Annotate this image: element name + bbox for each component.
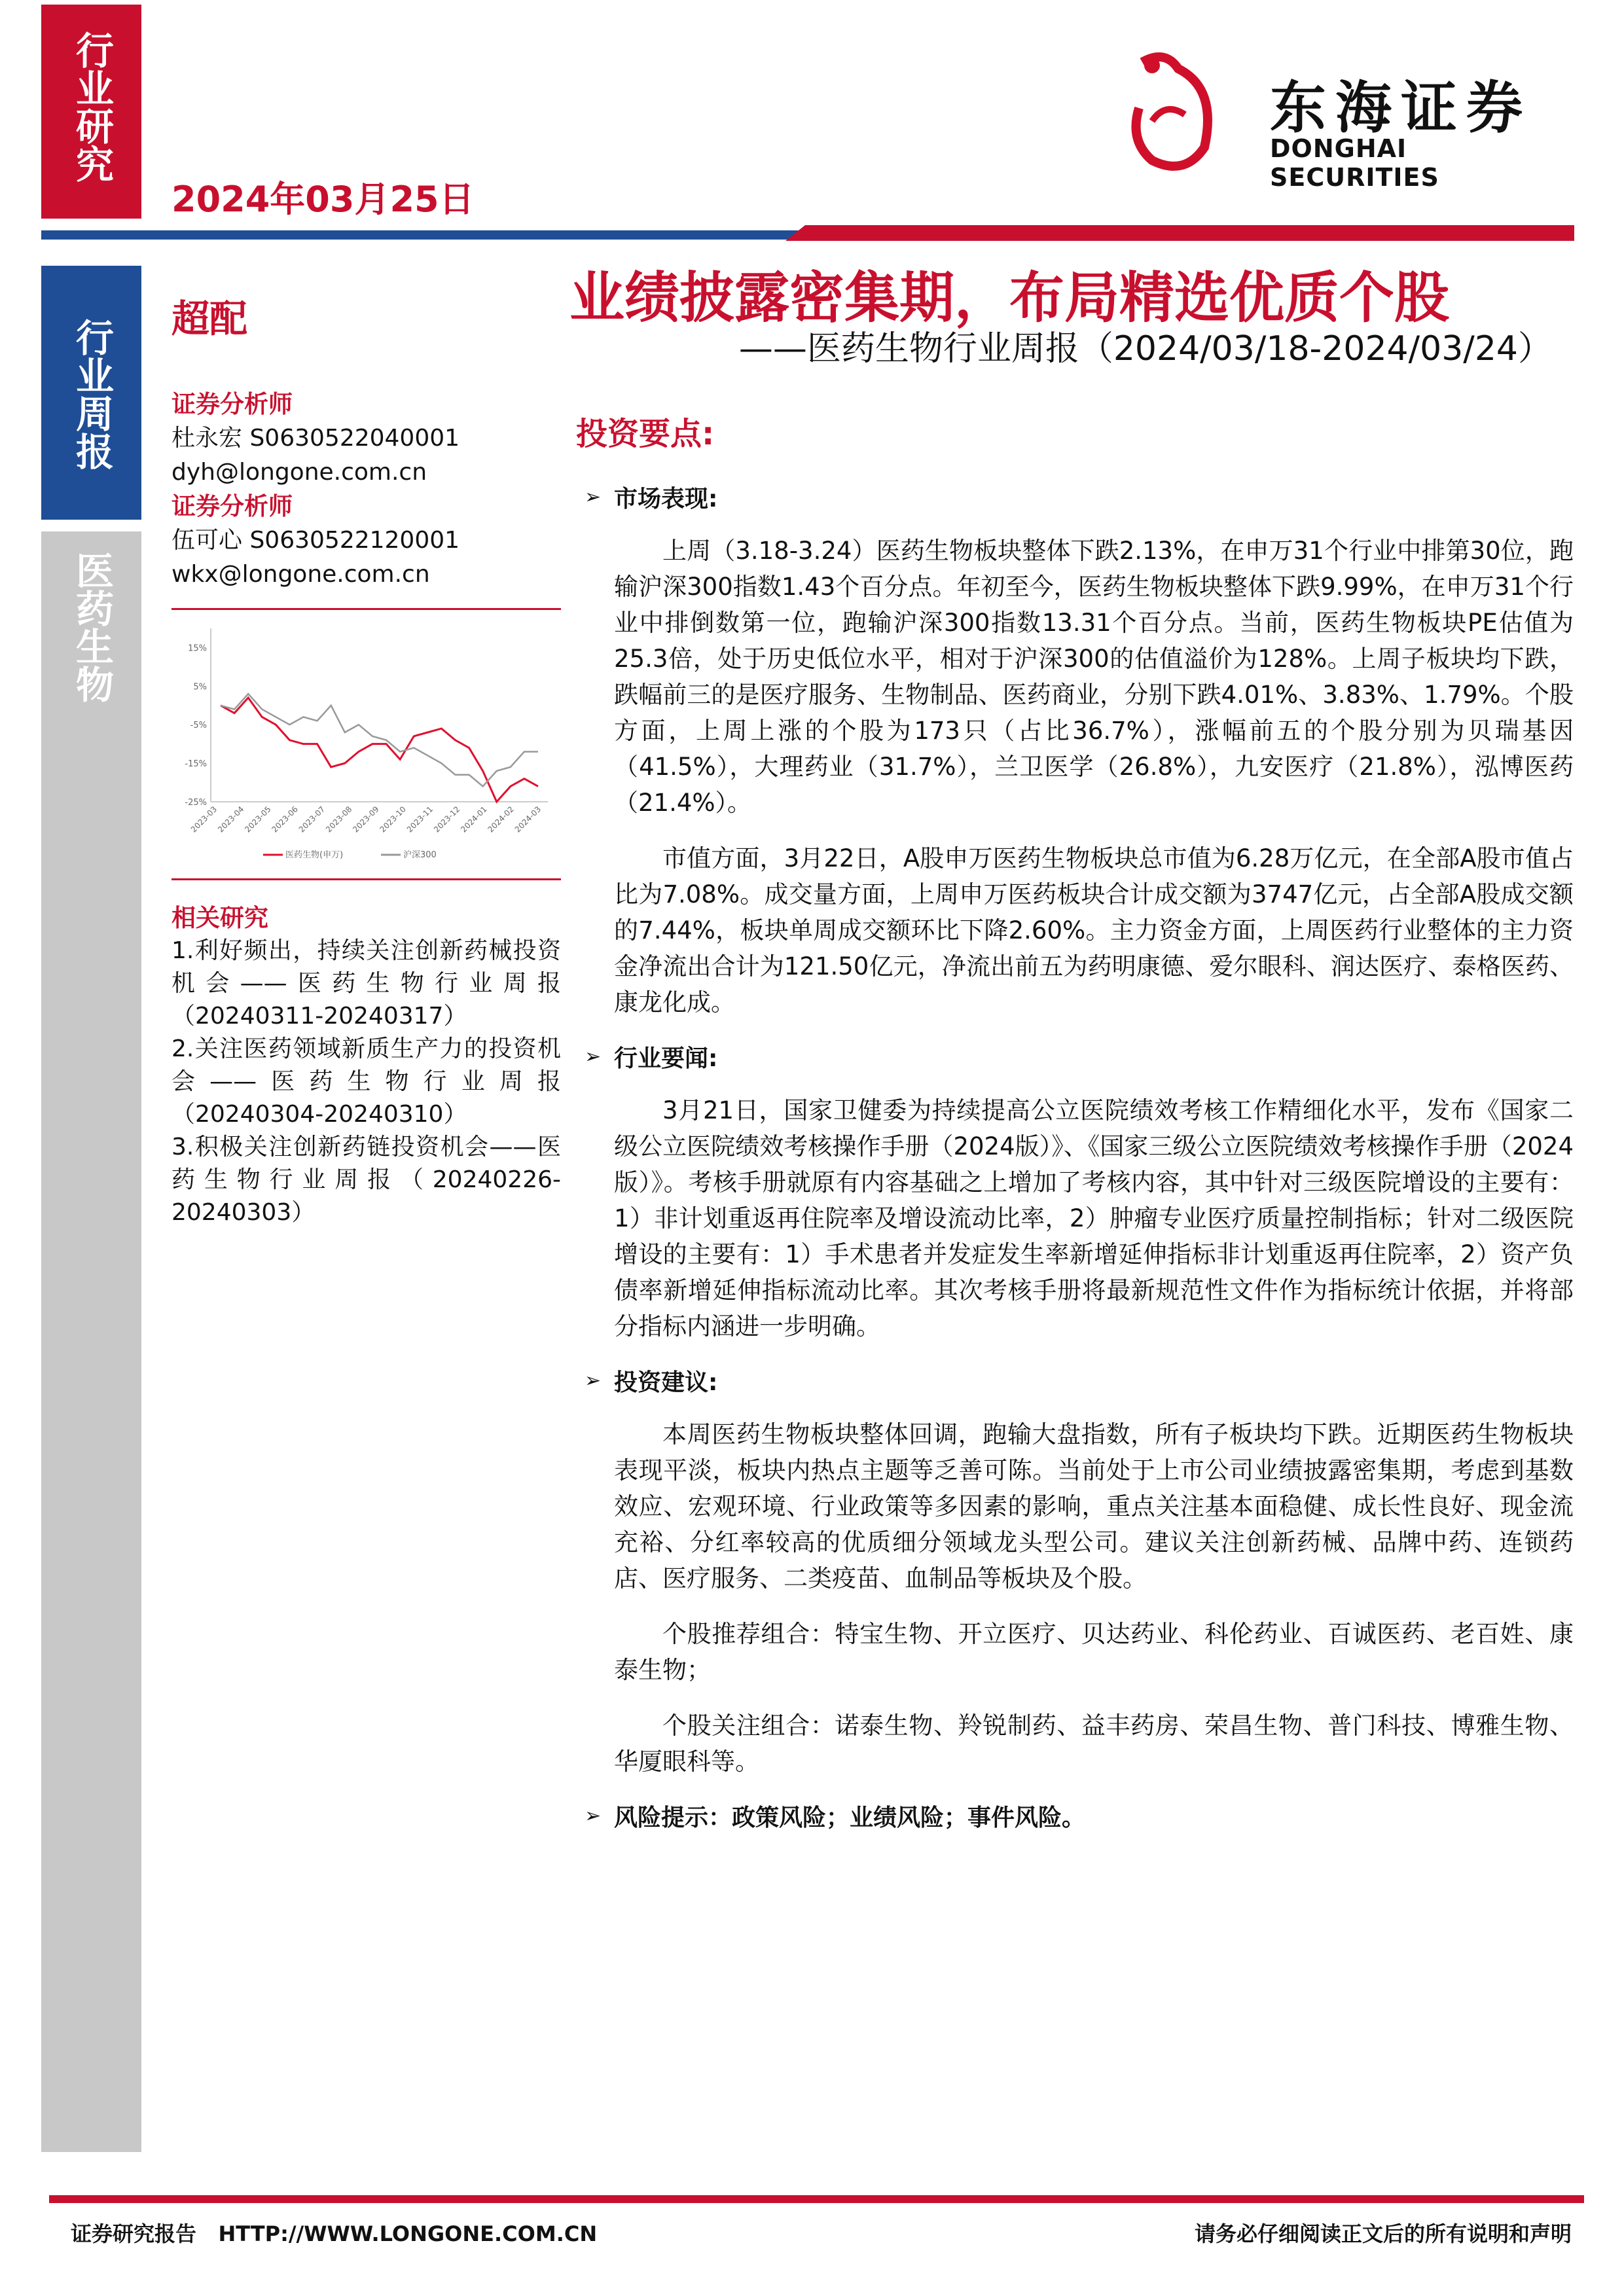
- chart-top-rule: [171, 608, 561, 610]
- paragraph: 市值方面，3月22日，A股申万医药生物板块总市值为6.28万亿元，在全部A股市值占比为7.08%。成交量方面，上周申万医药板块合计成交额为3747亿元，占全部A股成交额的7.44%，板块单周成交额环比下降2.60%。主力资金方面，上周医药行业整体的主力资金净流出合计为121.50亿元，净流出前五为药明康德、爱尔眼科、润达医疗、泰格医药、康龙化成。: [614, 844, 1574, 1016]
- x-tick-label: 2023-08: [324, 804, 354, 834]
- legend-label: 沪深300: [403, 850, 437, 860]
- legend-label: 医药生物(申万): [285, 850, 344, 860]
- section-label: 投资建议:: [614, 1369, 718, 1396]
- y-tick-label: 15%: [188, 643, 207, 654]
- industry-label: 医药生物: [69, 551, 114, 703]
- footer-rule: [49, 2195, 1584, 2203]
- header-rule-blue: [41, 230, 827, 240]
- analyst-list: [171, 387, 564, 592]
- dragon-logo-icon: [1126, 49, 1237, 173]
- analyst-label: 证券分析师: [171, 492, 293, 520]
- x-tick-label: 2023-12: [432, 804, 462, 834]
- category-label: 行业研究: [69, 31, 114, 183]
- section-label: 行业要闻:: [614, 1045, 718, 1072]
- x-tick-label: 2023-10: [378, 804, 408, 834]
- analyst-name: 伍可心 S0630522120001: [171, 527, 460, 554]
- report-type-tab: [41, 266, 141, 520]
- logo-en: DONGHAI SECURITIES: [1270, 134, 1439, 192]
- footer-disclaimer: 请务必仔细阅读正文后的所有说明和声明: [1194, 2221, 1572, 2246]
- report-subtitle: ——医药生物行业周报（2024/03/18-2024/03/24）: [738, 329, 1552, 368]
- category-tab: [41, 5, 141, 219]
- x-tick-label: 2023-04: [216, 804, 246, 834]
- x-tick-label: 2024-02: [486, 804, 516, 834]
- paragraph: 个股推荐组合：特宝生物、开立医疗、贝达药业、科伦药业、百诚医药、老百姓、康泰生物；: [614, 1620, 1574, 1684]
- arrow-bullet-icon: ➢: [585, 1045, 602, 1068]
- footer-url[interactable]: HTTP://WWW.LONGONE.COM.CN: [218, 2221, 598, 2246]
- related-item[interactable]: 2.关注医药领域新质生产力的投资机会——医药生物行业周报（20240304-20240310）: [171, 1035, 561, 1128]
- paragraph: 个股关注组合：诺泰生物、羚锐制药、益丰药房、荣昌生物、普门科技、博雅生物、华厦眼科等。: [614, 1712, 1574, 1776]
- header-rule-red: [785, 225, 1574, 241]
- report-type-label: 行业周报: [69, 318, 114, 470]
- analyst-email[interactable]: wkx@longone.com.cn: [171, 561, 430, 588]
- section-market: [585, 480, 1574, 513]
- paragraph: 上周（3.18-3.24）医药生物板块整体下跌2.13%，在申万31个行业中排第30位，跑输沪深300指数1.43个百分点。年初至今，医药生物板块整体下跌9.99%，在申万31个行业中排倒数第一位，跑输沪深300指数13.31个百分点。当前，医药生物板块PE估值为25.3倍，处于历史低位水平，相对于沪深300的估值溢价为128%。上周子板块均下跌，跌幅前三的是医疗服务、生物制品、医药商业，分别下跌4.01%、3.83%、1.79%。个股方面，上周上涨的个股为173只（占比36.7%），涨幅前五的个股分别为贝瑞基因（41.5%），大理药业（31.7%），兰卫医学（26.8%），九安医疗（21.8%），泓博医药（21.4%）。: [614, 537, 1574, 817]
- section-news: [585, 1040, 1574, 1073]
- arrow-bullet-icon: ➢: [585, 1369, 602, 1392]
- related-item[interactable]: 3.积极关注创新药链投资机会——医药生物行业周报（20240226-20240303）: [171, 1134, 561, 1226]
- y-tick-label: 5%: [193, 682, 207, 692]
- y-tick-label: -5%: [190, 721, 207, 731]
- x-tick-label: 2023-06: [270, 804, 300, 834]
- arrow-bullet-icon: ➢: [585, 485, 602, 509]
- x-tick-label: 2023-11: [405, 804, 435, 834]
- logo-cn: 东海证券: [1270, 75, 1532, 141]
- section-advice: [585, 1364, 1574, 1397]
- related-heading: 相关研究: [171, 904, 268, 932]
- series-line: [221, 694, 538, 786]
- section-label: 市场表现:: [614, 485, 718, 512]
- donghai-logo: [1126, 49, 1584, 192]
- y-tick-label: -15%: [185, 759, 207, 770]
- x-tick-label: 2023-09: [351, 804, 381, 834]
- summary-heading: 投资要点:: [576, 416, 715, 452]
- y-tick-label: -25%: [185, 798, 207, 808]
- x-tick-label: 2023-05: [243, 804, 273, 834]
- report-title: 业绩披露密集期，布局精选优质个股: [569, 266, 1450, 330]
- performance-chart: [171, 622, 561, 870]
- related-research: [171, 902, 561, 1229]
- arrow-bullet-icon: ➢: [585, 1804, 602, 1827]
- footer-left: [71, 2217, 597, 2248]
- section-label: 风险提示：政策风险；业绩风险；事件风险。: [614, 1804, 1086, 1831]
- related-item[interactable]: 1.利好频出，持续关注创新药械投资机会——医药生物行业周报（20240311-20240317）: [171, 937, 561, 1030]
- footer-label: 证券研究报告: [71, 2221, 197, 2246]
- analyst-email[interactable]: dyh@longone.com.cn: [171, 459, 427, 486]
- paragraph: 3月21日，国家卫健委为持续提高公立医院绩效考核工作精细化水平，发布《国家二级公立医院绩效考核操作手册（2024版）》、《国家三级公立医院绩效考核操作手册（2024版）》。考核手册就原有内容基础之上增加了考核内容，其中针对三级医院增设的主要有：1）非计划重返再住院率及增设流动比率，2）肿瘤专业医疗质量控制指标；针对二级医院增设的主要有：1）手术患者并发症发生率新增延伸指标非计划重返再住院率，2）资产负债率新增延伸指标流动比率。其次考核手册将最新规范性文件作为指标统计依据，并将部分指标内涵进一步明确。: [614, 1096, 1574, 1340]
- x-tick-label: 2024-01: [459, 804, 489, 834]
- section-risk: [585, 1799, 1574, 1832]
- paragraph: 本周医药生物板块整体回调，跑输大盘指数，所有子板块均下跌。近期医药生物板块表现平淡，板块内热点主题等乏善可陈。当前处于上市公司业绩披露密集期，考虑到基数效应、宏观环境、行业政策等多因素的影响，重点关注基本面稳健、成长性良好、现金流充裕、分红率较高的优质细分领域龙头型公司。建议关注创新药械、品牌中药、连锁药店、医疗服务、二类疫苗、血制品等板块及个股。: [614, 1420, 1574, 1592]
- x-tick-label: 2024-03: [513, 804, 543, 834]
- industry-tab: [41, 531, 141, 2152]
- analyst-label: 证券分析师: [171, 390, 293, 418]
- chart-bottom-rule: [171, 878, 561, 880]
- report-date: 2024年03月25日: [171, 179, 475, 220]
- analyst-name: 杜永宏 S0630522040001: [171, 425, 460, 452]
- rating: 超配: [171, 296, 248, 341]
- summary-body: [585, 476, 1574, 1852]
- x-tick-label: 2023-07: [297, 804, 327, 834]
- x-tick-label: 2023-03: [189, 804, 219, 834]
